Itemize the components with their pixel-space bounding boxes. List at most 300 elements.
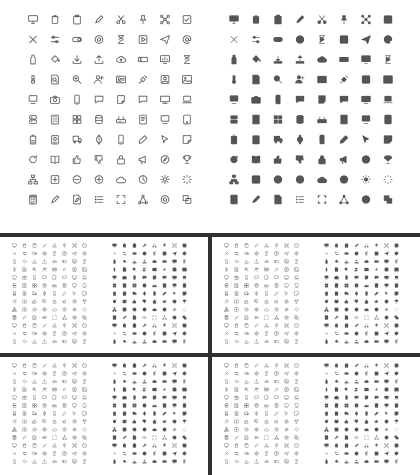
- thermometer-icon: [27, 74, 39, 85]
- target-icon: [254, 451, 259, 456]
- panel-bottom-left: [0, 357, 208, 475]
- phone-icon: [316, 134, 328, 145]
- clock-icon: [274, 427, 279, 432]
- camera-icon: [22, 275, 27, 280]
- pencil-icon: [22, 435, 27, 440]
- hierarchy-icon: [224, 307, 229, 312]
- list-icon: [354, 435, 359, 440]
- trash-icon: [49, 14, 61, 25]
- chat-icon: [62, 275, 67, 280]
- scissors-icon: [115, 14, 127, 25]
- plus-box-icon: [49, 174, 61, 185]
- search-doc-icon: [334, 387, 339, 392]
- sticky-note-icon: [181, 134, 193, 145]
- bottle-icon: [224, 339, 229, 344]
- send-icon: [172, 371, 177, 376]
- sticky-note-icon: [182, 411, 187, 416]
- paint-bucket-icon: [122, 379, 127, 384]
- download-tray-icon: [71, 54, 83, 65]
- edit-field-icon: [62, 459, 67, 464]
- spinner-icon: [82, 427, 87, 432]
- pen-icon: [137, 134, 149, 145]
- list-icon: [142, 435, 147, 440]
- icon-grid-solid: [324, 243, 399, 344]
- target-icon: [142, 251, 147, 256]
- hourglass-icon: [182, 259, 187, 264]
- toggle-icon: [344, 371, 349, 376]
- clipboard-icon: [132, 443, 137, 448]
- battery-icon: [112, 291, 117, 296]
- watch-icon: [142, 291, 147, 296]
- image-icon: [182, 267, 187, 272]
- pencil-icon: [354, 363, 359, 368]
- trophy-icon: [181, 154, 193, 165]
- satellite-icon: [62, 387, 67, 392]
- lock-icon: [152, 299, 157, 304]
- monitor-chart-icon: [72, 339, 77, 344]
- file-edit-icon: [344, 315, 349, 320]
- cursor-icon: [72, 411, 77, 416]
- close-icon: [324, 451, 329, 456]
- share-icon: [374, 435, 379, 440]
- cloud-icon: [152, 307, 157, 312]
- router-icon: [264, 283, 269, 288]
- toggle-icon: [244, 331, 249, 336]
- delivery-icon: [32, 291, 37, 296]
- close-icon: [12, 371, 17, 376]
- trophy-icon: [82, 299, 87, 304]
- router-icon: [264, 403, 269, 408]
- id-badge-icon: [122, 291, 127, 296]
- display-icon: [172, 275, 177, 280]
- battery-icon: [27, 134, 39, 145]
- spinner-icon: [294, 427, 299, 432]
- refresh-icon: [12, 299, 17, 304]
- layers-icon: [82, 435, 87, 440]
- download-tray-icon: [272, 54, 284, 65]
- pin-icon: [374, 323, 379, 328]
- grid-icon: [132, 403, 137, 408]
- cloud-upload-icon: [316, 54, 328, 65]
- server-icon: [224, 283, 229, 288]
- edit-field-icon: [62, 259, 67, 264]
- icon-grid-solid: [324, 363, 399, 464]
- server-icon: [228, 114, 240, 125]
- check-box-icon: [294, 243, 299, 248]
- sticky-note-icon: [294, 411, 299, 416]
- pencil-icon: [334, 315, 339, 320]
- satellite-icon: [162, 267, 167, 272]
- cloud-icon: [264, 427, 269, 432]
- layers-icon: [181, 194, 193, 205]
- tablet-icon: [182, 403, 187, 408]
- clipboard-icon: [32, 243, 37, 248]
- bottle-icon: [12, 339, 17, 344]
- delivery-icon: [244, 291, 249, 296]
- contact-card-icon: [172, 387, 177, 392]
- phone-icon: [152, 291, 157, 296]
- id-badge-icon: [234, 291, 239, 296]
- hourglass-icon: [394, 339, 399, 344]
- dislike-icon: [294, 154, 306, 165]
- hierarchy-icon: [27, 174, 39, 185]
- lock-icon: [52, 419, 57, 424]
- toggle-icon: [272, 34, 284, 45]
- dislike-icon: [93, 154, 105, 165]
- monitor-chart-icon: [159, 54, 171, 65]
- expand-icon: [52, 315, 57, 320]
- send-icon: [284, 331, 289, 336]
- trash-icon: [122, 443, 127, 448]
- chat-icon: [93, 94, 105, 105]
- hourglass-icon: [394, 259, 399, 264]
- user-add-icon: [254, 387, 259, 392]
- share-icon: [374, 315, 379, 320]
- cursor-icon: [384, 411, 389, 416]
- phone-icon: [344, 395, 349, 400]
- monitor-icon: [224, 443, 229, 448]
- spinner-icon: [182, 307, 187, 312]
- monitor-chart-icon: [384, 339, 389, 344]
- laptop-icon: [394, 395, 399, 400]
- lock-icon: [52, 299, 57, 304]
- at-sign-icon: [182, 371, 187, 376]
- toggle-icon: [244, 451, 249, 456]
- network-icon: [72, 323, 77, 328]
- hierarchy-icon: [12, 307, 17, 312]
- hourglass-icon: [294, 459, 299, 464]
- close-icon: [324, 371, 329, 376]
- grid-icon: [244, 283, 249, 288]
- bottle-icon: [324, 339, 329, 344]
- plus-box-icon: [22, 427, 27, 432]
- grid-icon: [344, 403, 349, 408]
- pencil-icon: [22, 315, 27, 320]
- cursor-icon: [284, 411, 289, 416]
- pencil-icon: [254, 443, 259, 448]
- cloud-upload-icon: [264, 259, 269, 264]
- user-add-icon: [354, 267, 359, 272]
- download-tray-icon: [32, 259, 37, 264]
- clipboard-icon: [244, 443, 249, 448]
- book-icon: [234, 419, 239, 424]
- pin-icon: [274, 443, 279, 448]
- target-icon: [172, 315, 177, 320]
- book-icon: [334, 419, 339, 424]
- calculator-icon: [112, 435, 117, 440]
- image-icon: [294, 267, 299, 272]
- screen-icon: [384, 403, 389, 408]
- target-icon: [159, 194, 171, 205]
- target-icon: [42, 251, 47, 256]
- image-icon: [382, 74, 394, 85]
- sticky-note-icon: [82, 291, 87, 296]
- database-icon: [354, 403, 359, 408]
- target-icon: [254, 331, 259, 336]
- edit-field-icon: [162, 259, 167, 264]
- dislike-icon: [42, 299, 47, 304]
- screen-icon: [384, 283, 389, 288]
- file-edit-icon: [132, 315, 137, 320]
- monitor-icon: [12, 443, 17, 448]
- paint-bucket-icon: [22, 339, 27, 344]
- delivery-icon: [244, 411, 249, 416]
- database-icon: [142, 403, 147, 408]
- hourglass-icon: [52, 451, 57, 456]
- trash-icon: [22, 443, 27, 448]
- laptop-icon: [181, 94, 193, 105]
- close-icon: [112, 331, 117, 336]
- megaphone-icon: [338, 154, 350, 165]
- pencil-icon: [49, 194, 61, 205]
- hourglass-icon: [264, 451, 269, 456]
- share-icon: [274, 315, 279, 320]
- tablet-icon: [394, 403, 399, 408]
- paint-bucket-icon: [122, 339, 127, 344]
- database-icon: [254, 403, 259, 408]
- toggle-icon: [132, 371, 137, 376]
- target-icon: [93, 34, 105, 45]
- hourglass-icon: [152, 451, 157, 456]
- close-icon: [112, 451, 117, 456]
- phone-icon: [115, 134, 127, 145]
- check-box-icon: [182, 443, 187, 448]
- network-icon: [284, 323, 289, 328]
- clock-icon: [62, 307, 67, 312]
- check-box-icon: [394, 443, 399, 448]
- trash-icon: [334, 443, 339, 448]
- at-sign-icon: [294, 371, 299, 376]
- media-icon: [62, 451, 67, 456]
- hourglass-icon: [52, 371, 57, 376]
- watch-icon: [254, 291, 259, 296]
- target-icon: [384, 435, 389, 440]
- watch-icon: [42, 411, 47, 416]
- clock-icon: [162, 427, 167, 432]
- media-icon: [162, 451, 167, 456]
- compass-icon: [72, 419, 77, 424]
- search-doc-icon: [22, 267, 27, 272]
- phone-icon: [52, 291, 57, 296]
- download-tray-icon: [244, 379, 249, 384]
- expand-icon: [364, 315, 369, 320]
- trash-icon: [234, 443, 239, 448]
- router-icon: [316, 114, 328, 125]
- tablet-icon: [294, 283, 299, 288]
- download-tray-icon: [244, 339, 249, 344]
- pin-icon: [374, 243, 379, 248]
- plus-circle-icon: [142, 307, 147, 312]
- pin-icon: [162, 243, 167, 248]
- download-tray-icon: [132, 379, 137, 384]
- pencil-icon: [42, 323, 47, 328]
- paint-bucket-icon: [334, 379, 339, 384]
- thermometer-icon: [12, 387, 17, 392]
- bottle-icon: [228, 54, 240, 65]
- minus-circle-icon: [32, 307, 37, 312]
- megaphone-icon: [374, 419, 379, 424]
- check-box-icon: [181, 14, 193, 25]
- edit-field-icon: [374, 259, 379, 264]
- hourglass-icon: [294, 259, 299, 264]
- download-tray-icon: [132, 459, 137, 464]
- send-icon: [72, 331, 77, 336]
- clipboard-icon: [244, 363, 249, 368]
- network-icon: [172, 443, 177, 448]
- image-icon: [82, 387, 87, 392]
- trash-icon: [22, 363, 27, 368]
- network-icon: [384, 323, 389, 328]
- target-icon: [294, 34, 306, 45]
- chat-icon: [254, 395, 259, 400]
- cloud-upload-icon: [115, 54, 127, 65]
- scissors-icon: [52, 243, 57, 248]
- tablet-icon: [394, 283, 399, 288]
- chat-icon: [162, 275, 167, 280]
- toggle-icon: [344, 251, 349, 256]
- chat-icon: [354, 395, 359, 400]
- id-card-icon: [152, 387, 157, 392]
- pencil-icon: [354, 323, 359, 328]
- scissors-icon: [152, 243, 157, 248]
- screen-icon: [224, 275, 229, 280]
- compass-icon: [284, 419, 289, 424]
- phone-icon: [132, 275, 137, 280]
- scissors-icon: [152, 323, 157, 328]
- lock-icon: [364, 419, 369, 424]
- at-sign-icon: [82, 451, 87, 456]
- pencil-icon: [334, 435, 339, 440]
- satellite-icon: [274, 267, 279, 272]
- delivery-icon: [344, 411, 349, 416]
- like-icon: [344, 299, 349, 304]
- at-sign-icon: [182, 251, 187, 256]
- hourglass-icon: [182, 459, 187, 464]
- icon-grid-outline: [27, 14, 193, 205]
- at-sign-icon: [182, 331, 187, 336]
- upload-tray-icon: [254, 259, 259, 264]
- download-tray-icon: [32, 459, 37, 464]
- book-icon: [250, 154, 262, 165]
- trophy-icon: [382, 154, 394, 165]
- contact-card-icon: [72, 267, 77, 272]
- icon-grid-outline: [224, 243, 299, 344]
- bottle-icon: [12, 259, 17, 264]
- like-icon: [132, 419, 137, 424]
- grid-icon: [244, 403, 249, 408]
- trophy-icon: [394, 299, 399, 304]
- thermometer-icon: [224, 387, 229, 392]
- battery-icon: [324, 291, 329, 296]
- phone-icon: [32, 275, 37, 280]
- cloud-upload-icon: [364, 259, 369, 264]
- media-icon: [374, 331, 379, 336]
- lock-icon: [264, 299, 269, 304]
- gear-icon: [172, 427, 177, 432]
- book-icon: [22, 419, 27, 424]
- monitor-chart-icon: [172, 459, 177, 464]
- hourglass-icon: [294, 339, 299, 344]
- chat-icon: [374, 395, 379, 400]
- trash-icon: [122, 243, 127, 248]
- expand-icon: [115, 194, 127, 205]
- toggle-icon: [32, 451, 37, 456]
- satellite-icon: [62, 267, 67, 272]
- media-icon: [162, 331, 167, 336]
- battery-icon: [324, 411, 329, 416]
- download-tray-icon: [244, 259, 249, 264]
- laptop-icon: [82, 395, 87, 400]
- list-icon: [142, 315, 147, 320]
- list-icon: [42, 315, 47, 320]
- note-icon: [364, 275, 369, 280]
- tablet-icon: [182, 283, 187, 288]
- watch-icon: [142, 411, 147, 416]
- hourglass-icon: [82, 339, 87, 344]
- zoom-icon: [132, 267, 137, 272]
- check-box-icon: [182, 243, 187, 248]
- thermometer-icon: [112, 387, 117, 392]
- download-tray-icon: [32, 339, 37, 344]
- edit-field-icon: [62, 379, 67, 384]
- at-sign-icon: [394, 451, 399, 456]
- building-icon: [334, 403, 339, 408]
- screen-icon: [360, 114, 372, 125]
- pin-icon: [62, 243, 67, 248]
- memo-icon: [162, 403, 167, 408]
- zoom-icon: [272, 74, 284, 85]
- chat-icon: [42, 395, 47, 400]
- clipboard-icon: [244, 323, 249, 328]
- cursor-icon: [360, 134, 372, 145]
- network-icon: [284, 363, 289, 368]
- spinner-icon: [294, 307, 299, 312]
- search-doc-icon: [122, 387, 127, 392]
- battery-icon: [228, 134, 240, 145]
- delivery-icon: [272, 134, 284, 145]
- close-icon: [224, 371, 229, 376]
- at-sign-icon: [181, 34, 193, 45]
- camera-icon: [234, 395, 239, 400]
- monitor-chart-icon: [384, 259, 389, 264]
- network-icon: [384, 363, 389, 368]
- trash-icon: [122, 363, 127, 368]
- search-doc-icon: [122, 267, 127, 272]
- megaphone-icon: [162, 299, 167, 304]
- file-edit-icon: [71, 194, 83, 205]
- target-icon: [284, 315, 289, 320]
- refresh-icon: [324, 299, 329, 304]
- send-icon: [360, 34, 372, 45]
- sliders-icon: [234, 331, 239, 336]
- megaphone-icon: [137, 154, 149, 165]
- at-sign-icon: [382, 34, 394, 45]
- phone-icon: [32, 395, 37, 400]
- scissors-icon: [316, 14, 328, 25]
- monitor-icon: [112, 323, 117, 328]
- image-icon: [394, 267, 399, 272]
- phone-icon: [344, 275, 349, 280]
- scissors-icon: [264, 443, 269, 448]
- bottle-icon: [112, 379, 117, 384]
- grid-icon: [71, 114, 83, 125]
- dislike-icon: [142, 419, 147, 424]
- id-card-icon: [364, 267, 369, 272]
- lock-icon: [316, 154, 328, 165]
- screen-icon: [324, 275, 329, 280]
- compass-icon: [172, 299, 177, 304]
- cloud-icon: [316, 174, 328, 185]
